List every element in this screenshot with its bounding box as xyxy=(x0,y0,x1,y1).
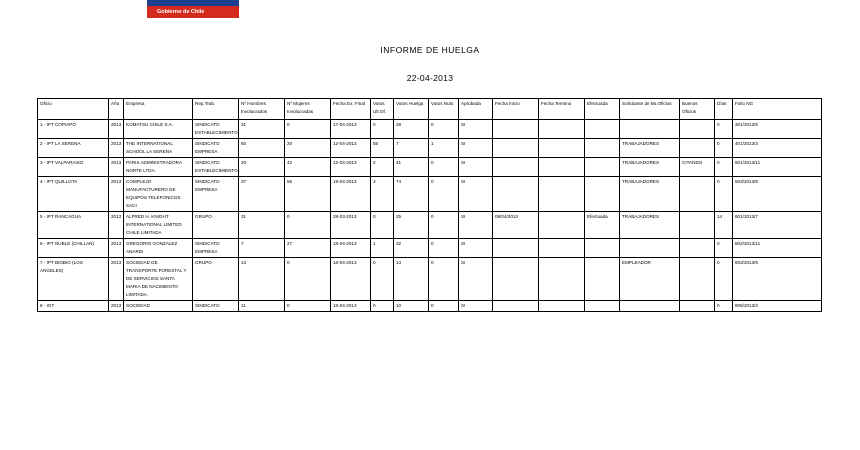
table-cell xyxy=(585,139,620,158)
table-cell: 8 - IGT xyxy=(38,301,109,312)
table-cell: 0 xyxy=(285,301,331,312)
table-cell: SI xyxy=(459,301,493,312)
table-cell: GREGORIO GONZALEZ ANARDI xyxy=(124,239,193,258)
strike-report-table xyxy=(37,98,822,312)
table-cell: 14 xyxy=(715,212,733,239)
table-cell: 5 - IPT RANCAGUA xyxy=(38,212,109,239)
table-cell: SINDICATO EMPRESA xyxy=(193,139,239,158)
table-cell: GRUPO xyxy=(193,212,239,239)
table-cell: 0 xyxy=(285,120,331,139)
table-cell: SI xyxy=(459,258,493,301)
table-cell: 1 - IPT COPIAPO xyxy=(38,120,109,139)
table-cell: 2 - IPT LA SERENA xyxy=(38,139,109,158)
table-cell xyxy=(680,177,715,212)
table-cell: 803/2013/6 xyxy=(733,258,822,301)
table-cell: EMPLEADOR xyxy=(620,258,680,301)
column-header: Buenos Oficios xyxy=(680,99,715,120)
table-row xyxy=(38,239,822,258)
table-body xyxy=(38,120,822,312)
table-cell xyxy=(680,212,715,239)
table-row xyxy=(38,139,822,158)
table-cell xyxy=(680,120,715,139)
table-cell: THE INTERNATIONAL SCHOOL LA SERENA xyxy=(124,139,193,158)
table-cell: 1 xyxy=(429,139,459,158)
table-row xyxy=(38,158,822,177)
table-cell: SOCIEDAD DE TRANSPORTE FORESTAL Y DE SERVICIOS SANTA MARIA DE NACIMIENTO LIMITADA. xyxy=(124,258,193,301)
table-cell: 12-04-2013 xyxy=(331,158,371,177)
table-cell xyxy=(585,258,620,301)
table-cell xyxy=(539,239,585,258)
table-cell xyxy=(620,301,680,312)
table-cell: 2013 xyxy=(109,212,124,239)
table-cell: 41 xyxy=(394,158,429,177)
table-cell xyxy=(539,177,585,212)
table-cell: 0 xyxy=(715,239,733,258)
table-cell: 60 xyxy=(239,139,285,158)
table-cell: SI xyxy=(459,120,493,139)
table-cell xyxy=(493,301,539,312)
column-header: Votos Nulo xyxy=(429,99,459,120)
table-cell: 0 xyxy=(429,177,459,212)
table-row xyxy=(38,212,822,239)
column-header: Rep.Trab. xyxy=(193,99,239,120)
table-cell: 0 xyxy=(715,301,733,312)
table-cell: 0 xyxy=(371,301,394,312)
table-cell: 0 xyxy=(715,177,733,212)
table-cell: 18-04-2013 xyxy=(331,301,371,312)
table-cell: SINDICATO xyxy=(193,301,239,312)
table-cell xyxy=(585,301,620,312)
table-cell: 501/2013/11 xyxy=(733,158,822,177)
table-cell: SINDICATO ESTABLECIMIENTO xyxy=(193,158,239,177)
table-cell: 32 xyxy=(394,239,429,258)
table-cell: 2013 xyxy=(109,177,124,212)
table-cell xyxy=(539,158,585,177)
table-cell: 4 - IPT QUILLOTA xyxy=(38,177,109,212)
table-cell: SI xyxy=(459,239,493,258)
table-cell: KOMATSU CHILE S.A. xyxy=(124,120,193,139)
table-cell xyxy=(493,139,539,158)
table-cell: 27 xyxy=(285,239,331,258)
table-cell: 7 xyxy=(394,139,429,158)
table-row xyxy=(38,120,822,139)
table-cell: 401/2013/3 xyxy=(733,139,822,158)
column-header: Efectuada xyxy=(585,99,620,120)
table-cell: 11 xyxy=(239,301,285,312)
report-date: 22-04-2013 xyxy=(406,73,454,83)
table-cell: Efectuada xyxy=(585,212,620,239)
table-cell: 0 xyxy=(715,139,733,158)
column-header: Nº Mujeres Involucradas xyxy=(285,99,331,120)
table-cell: GRUPO xyxy=(193,258,239,301)
table-cell: 55 xyxy=(371,139,394,158)
table-cell: 0 xyxy=(429,120,459,139)
report-title: INFORME DE HUELGA xyxy=(380,45,480,55)
table-cell: 2013 xyxy=(109,158,124,177)
table-cell: 3 - IPT VALPARAISO xyxy=(38,158,109,177)
table-cell: 0 xyxy=(429,212,459,239)
table-cell xyxy=(585,120,620,139)
table-cell: CITANDO xyxy=(680,158,715,177)
column-header: Folio NG xyxy=(733,99,822,120)
table-cell: 13 xyxy=(239,258,285,301)
table-cell: 2013 xyxy=(109,120,124,139)
column-header: Fecha Termino xyxy=(539,99,585,120)
table-cell: 2013 xyxy=(109,258,124,301)
table-cell: 601/2013/7 xyxy=(733,212,822,239)
table-cell: 25 xyxy=(394,212,429,239)
column-header: Empresa xyxy=(124,99,193,120)
table-cell: 0 xyxy=(371,258,394,301)
table-cell: 1 xyxy=(371,239,394,258)
column-header: Nº Hombres Involucrados xyxy=(239,99,285,120)
table-cell: 37 xyxy=(239,177,285,212)
table-cell: TRABAJADORES xyxy=(620,212,680,239)
table-cell: PARIS ADMINISTRADORA NORTE LTDA. xyxy=(124,158,193,177)
table-cell: 0 xyxy=(285,212,331,239)
table-cell: 2013 xyxy=(109,301,124,312)
table-cell: 18-04-2013 xyxy=(331,258,371,301)
table-cell: 55 xyxy=(285,177,331,212)
table-cell: 0 xyxy=(429,301,459,312)
table-cell: SI xyxy=(459,139,493,158)
column-header: Fecha Ex. Final xyxy=(331,99,371,120)
table-cell: 74 xyxy=(394,177,429,212)
table-cell: TRABAJADORES xyxy=(620,158,680,177)
table-cell: SOCIEDAD xyxy=(124,301,193,312)
table-cell: SINDICATO EMPRESA xyxy=(193,177,239,212)
column-header: Aprobada xyxy=(459,99,493,120)
table-cell: 31 xyxy=(239,120,285,139)
table-cell: 31 xyxy=(239,212,285,239)
table-cell xyxy=(680,239,715,258)
table-cell xyxy=(620,120,680,139)
table-cell: SINDICATO ESTABLECIMIENTO xyxy=(193,120,239,139)
table-cell: SI xyxy=(459,212,493,239)
table-cell xyxy=(539,301,585,312)
table-cell: 42 xyxy=(285,158,331,177)
table-cell: TRABAJADORES xyxy=(620,139,680,158)
table-cell xyxy=(493,158,539,177)
table-cell: 0 xyxy=(715,120,733,139)
table-cell: 20 xyxy=(285,139,331,158)
table-cell xyxy=(585,158,620,177)
table-cell: 0 xyxy=(371,120,394,139)
table-cell xyxy=(680,301,715,312)
table-cell: 3 xyxy=(371,177,394,212)
table-cell: 2013 xyxy=(109,139,124,158)
table-cell xyxy=(493,120,539,139)
column-header: Días xyxy=(715,99,733,120)
table-cell: 0 xyxy=(715,258,733,301)
table-cell: 10 xyxy=(394,301,429,312)
table-cell: 17-04-2013 xyxy=(331,120,371,139)
table-cell xyxy=(493,177,539,212)
table-cell: 805/2013/2 xyxy=(733,301,822,312)
table-cell: 20 xyxy=(239,158,285,177)
table-cell: SI xyxy=(459,177,493,212)
table-cell: TRABAJADORES xyxy=(620,177,680,212)
table-cell: COMPLEJO MANUFACTURERO DE EQUIPOS TELEFONICOS SACI xyxy=(124,177,193,212)
logo-text: Gobierno de Chile xyxy=(147,6,239,18)
table-cell: 08/04/2013 xyxy=(493,212,539,239)
table-cell xyxy=(539,258,585,301)
table-row xyxy=(38,258,822,301)
table-cell: 0 xyxy=(429,258,459,301)
table-cell: 301/2013/6 xyxy=(733,120,822,139)
table-cell: 7 xyxy=(239,239,285,258)
table-cell: SI xyxy=(459,158,493,177)
table-cell: 0 xyxy=(715,158,733,177)
table-cell: 2 xyxy=(371,158,394,177)
column-header: Fecha Inicio xyxy=(493,99,539,120)
table-cell: 18-04-2013 xyxy=(331,239,371,258)
table-cell xyxy=(585,177,620,212)
table-cell xyxy=(680,258,715,301)
table-cell: 28 xyxy=(394,120,429,139)
table-cell xyxy=(680,139,715,158)
table-cell: 802/2013/11 xyxy=(733,239,822,258)
table-cell: 7 - IPT BIOBIO (LOS ANGELES) xyxy=(38,258,109,301)
column-header: Oficio xyxy=(38,99,109,120)
table-cell: 0 xyxy=(371,212,394,239)
table-cell xyxy=(620,239,680,258)
column-header: Solicitante de Bs.Oficios xyxy=(620,99,680,120)
table-row xyxy=(38,301,822,312)
table-cell: 503/2013/6 xyxy=(733,177,822,212)
table-cell: 12-04-2013 xyxy=(331,139,371,158)
table-cell xyxy=(539,212,585,239)
table-cell xyxy=(493,239,539,258)
table-cell: 2013 xyxy=(109,239,124,258)
column-header: Votos Ult.Of. xyxy=(371,99,394,120)
table-cell: 6 - IPT ÑUBLE (CHILLAN) xyxy=(38,239,109,258)
table-cell: 28-03-2013 xyxy=(331,212,371,239)
table-row xyxy=(38,177,822,212)
table-header-row xyxy=(38,99,822,120)
table-cell: 0 xyxy=(285,258,331,301)
table-cell xyxy=(539,120,585,139)
column-header: Año xyxy=(109,99,124,120)
table-cell: 19-04-2013 xyxy=(331,177,371,212)
table-cell xyxy=(539,139,585,158)
table-cell: 0 xyxy=(429,239,459,258)
government-logo xyxy=(147,0,239,18)
table-cell xyxy=(585,239,620,258)
table-cell xyxy=(493,258,539,301)
table-cell: 0 xyxy=(429,158,459,177)
column-header: Votos Huelga xyxy=(394,99,429,120)
table-cell: ALFRED H. KNIGHT INTERNATIONAL LIMITED CHILE LIMITADA xyxy=(124,212,193,239)
table-cell: 13 xyxy=(394,258,429,301)
table-cell: SINDICATO EMPRESA xyxy=(193,239,239,258)
